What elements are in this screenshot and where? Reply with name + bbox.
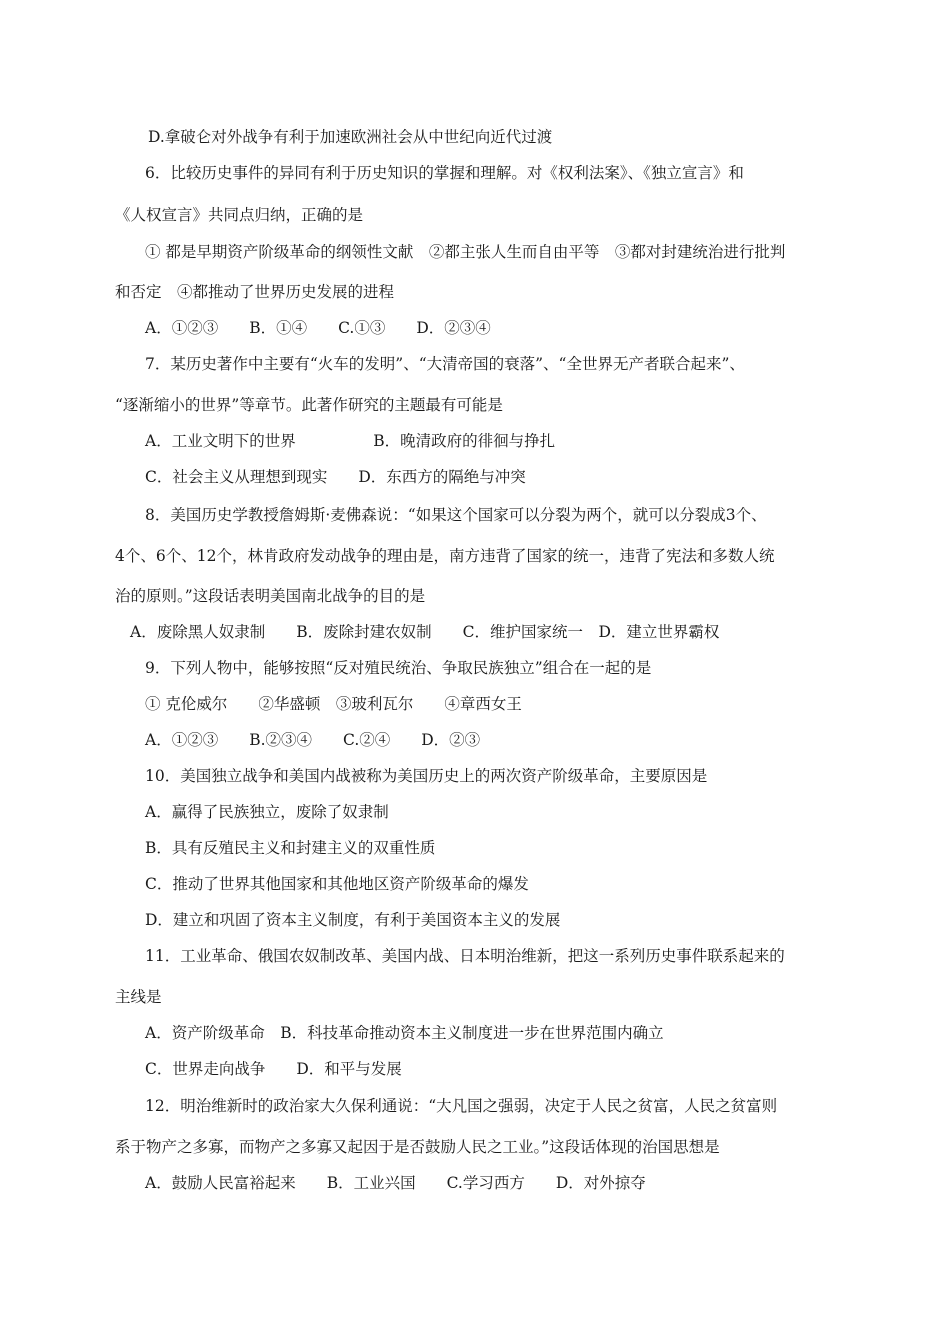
q11-stem-line-2: 主线是 [115,988,162,1006]
q9-stem: 9．下列人物中，能够按照“反对殖民统治、争取民族独立”组合在一起的是 [145,659,652,677]
q7-options-cd: C．社会主义从理想到现实 D．东西方的隔绝与冲突 [145,468,526,486]
q12-stem-line-2: 系于物产之多寡，而物产之多寡又起因于是否鼓励人民之工业。”这段话体现的治国思想是 [115,1138,720,1156]
q6-statements-line-2: 和否定 ④都推动了世界历史发展的进程 [115,283,395,301]
q8-stem-line-1: 8．美国历史学教授詹姆斯·麦佛森说：“如果这个国家可以分裂为两个，就可以分裂成3个、 [145,506,767,524]
q12-stem-line-1: 12．明治维新时的政治家大久保利通说：“大凡国之强弱，决定于人民之贫富，人民之贫富则 [145,1097,778,1115]
q8-stem-line-3: 治的原则。”这段话表明美国南北战争的目的是 [115,587,426,605]
q12-options: A．鼓励人民富裕起来 B．工业兴国 C.学习西方 D．对外掠夺 [145,1174,646,1192]
q11-options-ab: A．资产阶级革命 B．科技革命推动资本主义制度进一步在世界范围内确立 [145,1024,664,1042]
q11-options-cd: C．世界走向战争 D．和平与发展 [145,1060,402,1078]
q8-options: A．废除黑人奴隶制 B．废除封建农奴制 C．维护国家统一 D．建立世界霸权 [130,623,720,641]
q10-option-a: A．赢得了民族独立，废除了奴隶制 [145,803,389,821]
q6-options: A．①②③ B．①④ C.①③ D．②③④ [145,319,491,337]
q10-option-b: B．具有反殖民主义和封建主义的双重性质 [145,839,436,857]
q10-stem: 10．美国独立战争和美国内战被称为美国历史上的两次资产阶级革命，主要原因是 [145,767,708,785]
q7-stem-line-2: “逐渐缩小的世界”等章节。此著作研究的主题最有可能是 [115,396,503,414]
q8-stem-line-2: 4个、6个、12个，林肯政府发动战争的理由是，南方违背了国家的统一，违背了宪法和多数人统 [115,547,775,565]
q6-stem-line-1: 6．比较历史事件的异同有利于历史知识的掌握和理解。对《权利法案》、《独立宣言》和 [145,164,744,182]
q10-option-d: D．建立和巩固了资本主义制度，有利于美国资本主义的发展 [145,911,561,929]
q7-options-ab: A．工业文明下的世界 B．晚清政府的徘徊与挣扎 [145,432,556,450]
q6-statements-line-1: ① 都是早期资产阶级革命的纲领性文献 ②都主张人生而自由平等 ③都对封建统治进行批判 [145,243,786,261]
q10-option-c: C．推动了世界其他国家和其他地区资产阶级革命的爆发 [145,875,529,893]
q5-option-d: D.拿破仑对外战争有利于加速欧洲社会从中世纪向近代过渡 [148,128,553,146]
q11-stem-line-1: 11．工业革命、俄国农奴制改革、美国内战、日本明治维新，把这一系列历史事件联系起来的 [145,947,785,965]
q6-stem-line-2: 《人权宣言》共同点归纳，正确的是 [115,206,364,224]
q7-stem-line-1: 7．某历史著作中主要有“火车的发明”、“大清帝国的衰落”、“全世界无产者联合起来”、 [145,355,745,373]
q9-options: A．①②③ B.②③④ C.②④ D．②③ [145,731,481,749]
q9-statements: ① 克伦威尔 ②华盛顿 ③玻利瓦尔 ④章西女王 [145,695,522,713]
